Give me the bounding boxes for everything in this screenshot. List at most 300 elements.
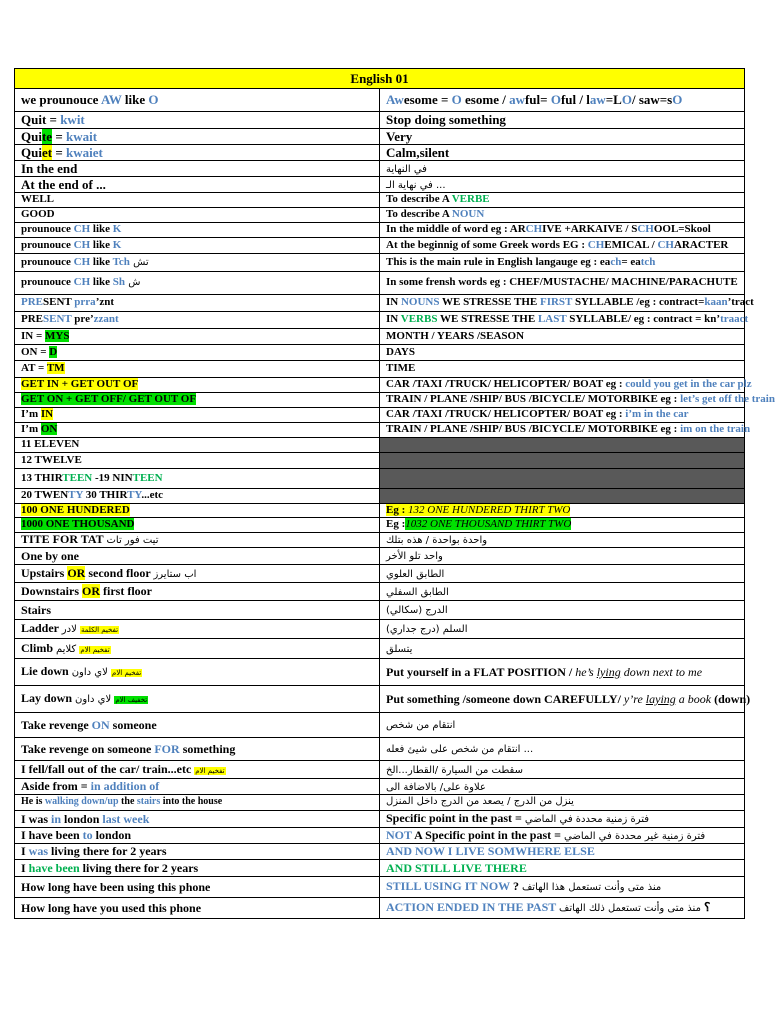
text-segment: SENT	[43, 313, 72, 326]
text-segment: ch	[610, 255, 622, 268]
text-segment: laying	[645, 691, 676, 706]
text-segment: Eg :	[386, 518, 406, 531]
text-segment: TM	[46, 362, 65, 375]
text-segment: Take revenge	[21, 717, 92, 732]
meaning-cell	[380, 177, 745, 193]
text-segment: AND NOW I LIVE SOMWHERE ELSE	[386, 844, 595, 859]
text-segment: Aside from =	[21, 779, 91, 794]
text-segment: (down)	[711, 691, 751, 706]
text-segment: LAST	[537, 313, 567, 326]
text-segment: SYLLABLE /eg : contract=	[572, 296, 705, 309]
table-row	[15, 223, 745, 238]
shaded-cell	[380, 438, 745, 453]
meaning-cell	[380, 811, 745, 828]
text-segment: In the middle of word eg : AR	[386, 223, 526, 236]
text-segment: AND STILL LIVE THERE	[386, 860, 527, 875]
text-segment: esome /	[461, 92, 510, 108]
meaning-cell	[380, 795, 745, 811]
text-segment: In the end	[21, 160, 78, 176]
term-cell	[15, 533, 380, 548]
text-segment: واحد تلو الأخر	[386, 551, 443, 563]
meaning-cell	[380, 145, 745, 161]
term-cell	[15, 393, 380, 408]
text-segment: 20 TWEN	[21, 489, 69, 502]
meaning-cell	[380, 295, 754, 312]
text-segment: 13 THIR	[21, 471, 63, 484]
table-row	[15, 811, 745, 828]
text-segment: Climb	[21, 640, 57, 655]
text-segment: CH	[525, 223, 543, 236]
text-segment: he’s	[575, 664, 597, 679]
meaning-cell	[380, 518, 745, 533]
text-segment: TRAIN / PLANE /SHIP/ BUS /BICYCLE/ MOTORBIKE eg :	[386, 423, 681, 436]
term-cell	[15, 223, 380, 238]
text-segment: kaan	[704, 296, 728, 309]
text-segment: I have been	[21, 828, 83, 843]
table-row	[15, 533, 745, 548]
text-segment: I fell/fall out of the car/ train...etc	[21, 762, 195, 777]
meaning-cell	[380, 659, 745, 686]
text-segment: like	[90, 223, 113, 236]
meaning-cell	[380, 378, 752, 393]
table-row	[15, 423, 745, 438]
table-row	[15, 518, 745, 533]
meaning-cell	[380, 423, 751, 438]
text-segment: Sh	[112, 276, 126, 289]
text-segment: something	[179, 741, 236, 756]
text-segment: FOR	[154, 741, 180, 756]
text-segment: K	[112, 238, 122, 251]
table-row	[15, 779, 745, 795]
text-segment: STILL USING IT NOW	[386, 879, 510, 894]
meaning-cell	[380, 686, 751, 713]
text-segment: NOUN	[451, 208, 485, 221]
table-row	[15, 254, 745, 272]
text-segment: Tch	[112, 255, 130, 268]
text-segment: Aw	[386, 92, 404, 108]
text-segment: انتقام من شخص	[386, 720, 456, 732]
table-row	[15, 453, 745, 469]
text-segment: IN =	[21, 329, 45, 342]
text-segment: / saw=s	[631, 92, 673, 108]
table-row	[15, 761, 745, 779]
table-row	[15, 686, 745, 713]
text-segment: walking down/up	[44, 796, 119, 808]
table-row	[15, 828, 745, 844]
shaded-cell	[380, 469, 745, 489]
text-segment: How long have you used this phone	[21, 900, 202, 915]
text-segment: Calm,silent	[386, 144, 450, 160]
text-segment: CH	[657, 238, 674, 251]
text-segment: tch	[640, 255, 656, 268]
text-segment: K	[112, 223, 122, 236]
text-segment: لادر	[61, 624, 80, 636]
text-segment: I	[21, 860, 29, 875]
term-cell	[15, 518, 380, 533]
term-cell	[15, 504, 380, 518]
text-segment: we prounouce	[21, 92, 101, 108]
text-segment: اب ستايرز	[153, 568, 197, 580]
text-segment: have been	[28, 860, 80, 875]
table-row	[15, 713, 745, 738]
text-segment: zzant	[93, 313, 119, 326]
table-row	[15, 329, 745, 345]
table-row	[15, 565, 745, 583]
text-segment: Ladder	[21, 621, 62, 636]
table-row	[15, 877, 745, 898]
text-segment: in addition of	[90, 779, 160, 794]
text-segment: واحدة بواحدة / هذه بتلك	[386, 535, 488, 547]
text-segment: lying	[596, 664, 621, 679]
text-segment: 132 ONE HUNDERED THIRT TWO	[408, 503, 571, 516]
meaning-cell	[380, 272, 745, 295]
text-segment: GOOD	[21, 208, 55, 221]
meaning-cell	[380, 713, 745, 738]
text-segment: let’s get off the train	[680, 393, 775, 406]
text-segment: تش	[129, 256, 149, 268]
table-body	[15, 69, 775, 919]
term-cell	[15, 238, 380, 254]
text-segment: Stop doing something	[386, 112, 506, 128]
text-segment: NOUNS	[400, 296, 440, 309]
text-segment: O	[550, 92, 561, 108]
text-segment: O	[451, 92, 462, 108]
sheet-title: English 01	[15, 69, 745, 89]
text-segment: kwaiet	[66, 144, 103, 160]
meaning-cell	[380, 223, 745, 238]
text-segment: WE STRESSE THE	[439, 296, 540, 309]
table-row	[15, 489, 745, 504]
text-segment: prounouce	[21, 238, 74, 251]
text-segment: like	[121, 92, 149, 108]
text-segment: At the end of ...	[21, 176, 106, 192]
term-cell	[15, 844, 380, 860]
text-segment: et	[41, 144, 53, 160]
text-segment: esome =	[403, 92, 452, 108]
text-segment: Lie down	[21, 664, 72, 679]
text-segment: يتسلق	[386, 643, 413, 655]
meaning-cell	[380, 761, 745, 779]
text-segment: NOT	[386, 827, 412, 842]
text-segment: 12 TWELVE	[21, 453, 82, 466]
meaning-cell	[380, 779, 745, 795]
text-segment: 11 ELEVEN	[21, 438, 80, 451]
text-segment: Upstairs	[21, 565, 68, 580]
text-segment: ON =	[21, 345, 50, 358]
text-segment: تفخيم الام	[80, 645, 110, 654]
text-segment: ’znt	[95, 296, 115, 309]
text-segment: O	[672, 92, 683, 108]
meaning-cell	[380, 89, 745, 112]
text-segment: I	[21, 844, 29, 859]
meaning-cell	[380, 112, 745, 129]
text-segment: prounouce	[21, 276, 74, 289]
table-row	[15, 844, 745, 860]
text-segment: VERBE	[451, 193, 490, 206]
term-cell	[15, 408, 380, 423]
text-segment: in	[51, 811, 62, 826]
text-segment: MYS	[45, 329, 70, 342]
text-segment: london	[92, 828, 132, 843]
text-segment: to	[82, 828, 93, 843]
text-segment: فترة زمنية غير محددة في الماضي	[564, 830, 706, 842]
text-segment: PRE	[21, 296, 43, 309]
text-segment: How long have been using this phone	[21, 879, 211, 894]
table-row	[15, 620, 745, 639]
text-segment: aw	[509, 92, 525, 108]
title-row	[15, 69, 745, 89]
table-row	[15, 378, 745, 393]
text-segment: =	[52, 144, 66, 160]
table-row	[15, 112, 745, 129]
meaning-cell	[380, 898, 745, 919]
table-row	[15, 469, 745, 489]
text-segment: aw	[589, 92, 606, 108]
text-segment: كلايم	[56, 643, 80, 655]
term-cell	[15, 453, 380, 469]
term-cell	[15, 361, 380, 378]
text-segment: =L	[605, 92, 622, 108]
term-cell	[15, 208, 380, 223]
text-segment: im on the train	[680, 423, 751, 436]
table-row	[15, 393, 745, 408]
table-row	[15, 295, 745, 312]
meaning-cell	[380, 345, 745, 361]
term-cell	[15, 761, 380, 779]
text-segment: y’re	[623, 691, 646, 706]
text-segment: ...etc	[141, 489, 164, 502]
table-row	[15, 129, 745, 145]
text-segment: 30 THIR	[83, 489, 128, 502]
term-cell	[15, 254, 380, 272]
table-row	[15, 238, 745, 254]
text-segment: 1032 ONE THOUSAND THIRT TWO	[405, 518, 572, 531]
term-cell	[15, 312, 380, 329]
text-segment: GET IN + GET OUT OF	[21, 378, 139, 391]
text-segment: Qui	[21, 144, 42, 160]
term-cell	[15, 779, 380, 795]
meaning-cell	[380, 533, 745, 548]
term-cell	[15, 423, 380, 438]
text-segment: CH	[73, 276, 91, 289]
text-segment: TEEN	[132, 471, 163, 484]
meaning-cell	[380, 312, 749, 329]
term-cell	[15, 129, 380, 145]
term-cell	[15, 345, 380, 361]
term-cell	[15, 295, 380, 312]
text-segment: O	[148, 92, 159, 108]
table-row	[15, 504, 745, 518]
text-segment: into the house	[160, 796, 223, 808]
table-row	[15, 361, 745, 378]
text-segment: CH	[637, 223, 654, 236]
table-row	[15, 161, 745, 177]
text-segment: One by one	[21, 548, 80, 563]
text-segment: ينزل من الدرج / يصعد من الدرج داخل المنزل	[386, 796, 574, 808]
text-segment: like	[90, 238, 113, 251]
text-segment: prra	[74, 296, 96, 309]
term-cell	[15, 565, 380, 583]
text-segment: CH	[73, 255, 91, 268]
text-segment: TRAIN / PLANE /SHIP/ BUS /BICYCLE/ MOTORBIKE eg :	[386, 393, 681, 406]
table-row	[15, 272, 745, 295]
text-segment: Qui	[21, 128, 42, 144]
meaning-cell	[380, 408, 745, 423]
meaning-cell	[380, 738, 745, 761]
table-row	[15, 89, 745, 112]
table-row	[15, 639, 745, 659]
text-segment: last week	[102, 811, 150, 826]
text-segment: الدرج (سكالي)	[386, 605, 448, 617]
term-cell	[15, 329, 380, 345]
term-cell	[15, 659, 380, 686]
text-segment: Quit =	[21, 112, 61, 128]
meaning-cell	[380, 393, 775, 408]
term-cell	[15, 877, 380, 898]
text-segment: prounouce	[21, 255, 74, 268]
text-segment: like	[90, 255, 113, 268]
term-cell	[15, 860, 380, 877]
text-segment: first floor	[100, 584, 152, 599]
text-segment: GET ON + GET OFF/ GET OUT OF	[21, 393, 197, 406]
text-segment: تفخيم الام	[195, 767, 225, 776]
meaning-cell	[380, 161, 745, 177]
table-row	[15, 177, 745, 193]
text-segment: IVE +ARKAIVE / S	[542, 223, 638, 236]
meaning-cell	[380, 844, 745, 860]
table-row	[15, 548, 745, 565]
table-row	[15, 345, 745, 361]
text-segment: 100 ONE HUNDERED	[21, 503, 130, 516]
text-segment: CAR /TAXI /TRUCK/ HELICOPTER/ BOAT eg :	[386, 378, 626, 391]
text-segment: ACTION ENDED IN THE PAST	[386, 900, 557, 915]
text-segment: living there for 2 years	[79, 860, 199, 875]
shaded-cell	[380, 489, 745, 504]
text-segment: TEEN	[62, 471, 93, 484]
text-segment: down next to me	[620, 664, 703, 679]
meaning-cell	[380, 548, 745, 565]
text-segment: =	[52, 128, 66, 144]
table-row	[15, 860, 745, 877]
text-segment: SYLLABLE/ eg : contract = kn’	[566, 313, 721, 326]
text-segment: the	[118, 796, 137, 808]
text-segment: At the beginnig of some Greek words EG :	[386, 238, 588, 251]
table-row	[15, 583, 745, 601]
vocabulary-table	[14, 68, 775, 919]
meaning-cell	[380, 329, 745, 345]
text-segment: ful / l	[560, 92, 590, 108]
table-row	[15, 601, 745, 620]
text-segment: To describe A	[386, 193, 452, 206]
term-cell	[15, 713, 380, 738]
table-row	[15, 312, 745, 329]
text-segment: Take revenge on someone	[21, 741, 155, 756]
term-cell	[15, 272, 380, 295]
text-segment: ARACTER	[673, 238, 729, 251]
term-cell	[15, 548, 380, 565]
text-segment: could you get in the car plz	[625, 378, 752, 391]
table-row	[15, 738, 745, 761]
term-cell	[15, 620, 380, 639]
text-segment: CAR /TAXI /TRUCK/ HELICOPTER/ BOAT eg :	[386, 408, 626, 421]
term-cell	[15, 438, 380, 453]
text-segment: london	[61, 811, 103, 826]
text-segment: TIME	[386, 362, 416, 375]
text-segment: AT =	[21, 362, 47, 375]
meaning-cell	[380, 208, 745, 223]
text-segment: فترة زمنية محددة في الماضي	[524, 814, 650, 826]
text-segment: IN	[40, 408, 54, 421]
text-segment: Put something /someone down CAREFULLY/	[386, 691, 624, 706]
text-segment: تفخيم الام	[111, 669, 142, 678]
text-segment: DAYS	[386, 345, 415, 358]
term-cell	[15, 828, 380, 844]
term-cell	[15, 89, 380, 112]
text-segment: ؟	[556, 900, 711, 915]
meaning-cell	[380, 565, 745, 583]
meaning-cell	[380, 620, 745, 639]
text-segment: Stairs	[21, 602, 51, 617]
text-segment: علاوة على/ بالاضافة الى	[386, 781, 486, 793]
text-segment: -19 NIN	[92, 471, 133, 484]
meaning-cell	[380, 877, 745, 898]
text-segment: I’m	[21, 408, 41, 421]
text-segment: I’m	[21, 423, 41, 436]
text-segment: MONTH / YEARS /SEASON	[386, 329, 525, 342]
text-segment: VERBS	[400, 313, 438, 326]
text-segment: تخفيف الام	[115, 696, 148, 705]
text-segment: سقطت من السيارة /القطار...الخ	[386, 764, 523, 776]
text-segment: Specific point in the past =	[386, 811, 525, 826]
term-cell	[15, 738, 380, 761]
text-segment: منذ متى وأنت تستعمل ذلك الهاتف	[559, 903, 701, 915]
text-segment: منذ متى وأنت تستعمل هذا الهاتف	[521, 882, 662, 894]
text-segment: 1000 ONE THOUSAND	[21, 518, 135, 531]
term-cell	[15, 469, 380, 489]
text-segment: OR	[82, 584, 101, 599]
text-segment: someone	[109, 717, 157, 732]
text-segment: IN	[386, 296, 401, 309]
term-cell	[15, 161, 380, 177]
term-cell	[15, 112, 380, 129]
text-segment: WELL	[21, 193, 55, 206]
text-segment: السلم (درج جداري)	[386, 624, 468, 636]
text-segment: تيت فور تات	[106, 535, 159, 547]
text-segment: ON	[40, 423, 58, 436]
text-segment: CH	[73, 238, 91, 251]
text-segment: ful=	[524, 92, 551, 108]
term-cell	[15, 686, 380, 713]
meaning-cell	[380, 254, 745, 272]
text-segment: TY	[68, 489, 84, 502]
term-cell	[15, 811, 380, 828]
term-cell	[15, 145, 380, 161]
text-segment: traact	[720, 313, 749, 326]
text-segment: IN	[386, 313, 401, 326]
meaning-cell	[380, 860, 745, 877]
meaning-cell	[380, 361, 745, 378]
text-segment: kwait	[66, 128, 98, 144]
text-segment: الطابق السفلي	[386, 586, 449, 598]
text-segment: لاي داون	[75, 694, 115, 706]
text-segment: was	[28, 844, 49, 859]
text-segment: prounouce	[21, 223, 74, 236]
table-row	[15, 145, 745, 161]
table-row	[15, 438, 745, 453]
term-cell	[15, 583, 380, 601]
text-segment: SENT	[43, 296, 75, 309]
text-segment: In some frensh words eg : CHEF/MUSTACHE/ MACHINE/PARACHUTE	[386, 276, 738, 289]
